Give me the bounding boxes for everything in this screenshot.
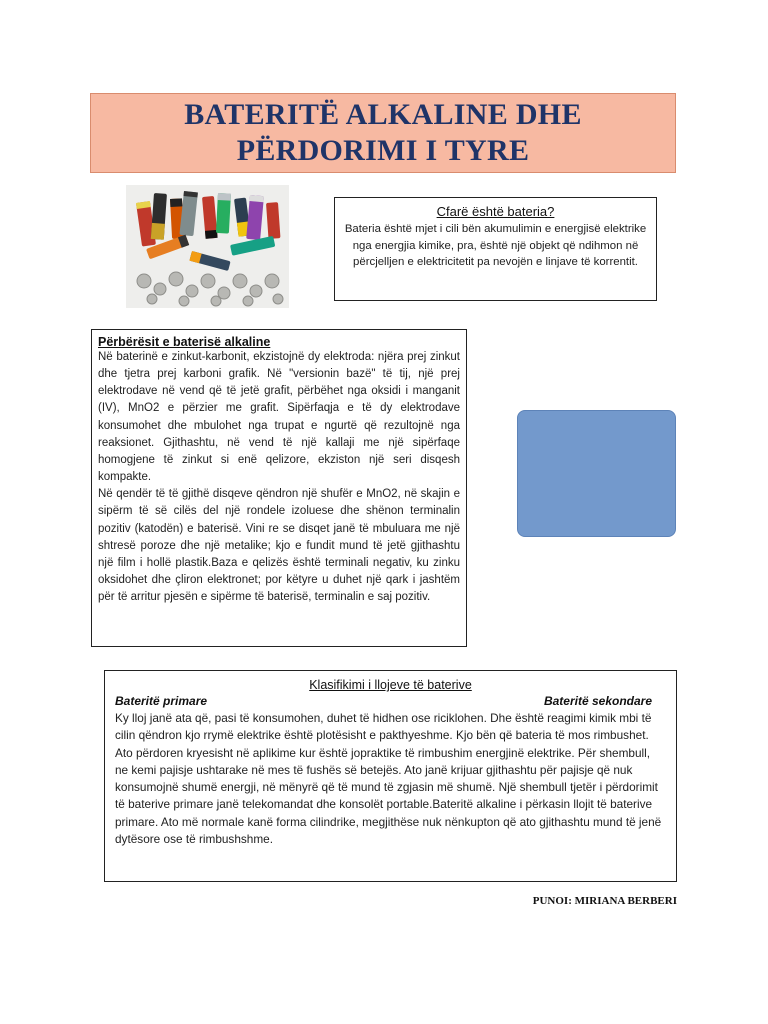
classification-box [104,670,677,882]
author-credit: PUNOI: MIRIANA BERBERI [532,895,677,907]
title-banner [90,93,676,173]
classification-columns [115,694,666,708]
batteries-illustration [126,185,289,308]
what-is-battery-heading: Cfarë është bateria? [436,204,555,219]
what-is-battery-text: Bateria është mjet i cili bën akumulimin e energjisë elektrike nga energjia kimike, pra, është një objekt që ndihmon në përcjelljen e elektricitetit pa nevojën e linjave të korrentit. [344,223,647,268]
components-box [91,329,467,647]
what-is-battery-box [334,197,657,301]
components-paragraph-2: Në qendër të të gjithë disqeve qëndron një shufër e MnO2, në skajin e sipërm të së cilës del një rondele izoluese dhe shënon terminalin pozitiv (katodën) e baterisë. Vini re se disqet janë të mbuluara me një shtresë poroze dhe një metalike; kjo e fundit mund të jetë gjithashtu një film i hollë plastik.Baza e qelizës është terminali negativ, ku zinku oksidohet dhe çliron elektronet; por këtyre u duhet një qark i jashtëm për të arritur pjesën e sipërme të baterisë, terminalin e saj pozitiv. [98,488,460,604]
components-heading: Përbërësit e baterisë alkaline [98,335,271,349]
secondary-batteries-label: Bateritë sekondare [543,694,652,708]
blue-rounded-rectangle [517,410,676,537]
classification-heading: Klasifikimi i llojeve të baterive [309,678,472,692]
title-line-2: PËRDORIMI I TYRE [236,134,530,167]
batteries-photo [126,185,289,308]
components-paragraph-1: Në baterinë e zinkut-karbonit, ekzistojnë dy elektroda: njëra prej zinkut dhe tjetra prej karboni grafik. Në "versionin bazë" të tij, një prej elektrodave në vend që të jetë grafit, përbëhet nga oksidi i manganit (IV), MnO2 e përzier me grafit. Sipërfaqja e të dy elektrodave konsumohet dhe mbulohet nga trupat e ngurtë që rezultojnë nga reaksionet. Gjithashtu, në vend të një kallaji me një sipërfaqe homogjene të zinkut si enë qelizore, ekziston një seri disqesh kompakte. [98,351,460,484]
primary-batteries-label: Bateritë primare [115,694,208,708]
classification-text: Ky lloj janë ata që, pasi të konsumohen, duhet të hidhen ose riciklohen. Dhe është reagimi kimik mbi të cilin qëndron kjo rrymë elektrike është plotësisht e pakthyeshme. Kjo bën që bateria të mos rimbushet. Ato përdoren kryesisht në aplikime kur është jopraktike të rimbushim energjinë elektrike. Për shembull, ne kemi pajisje ushtarake në mes të fushës së betejës. Ato janë krijuar gjithashtu për pajisje që nuk konsumojnë shumë energji, në mënyrë që të mund të zgjasin më shumë. Një shembull tjetër i përdorimit të baterive primare janë telekomandat dhe konsolët portable.Bateritë alkaline i përkasin llojit të baterive primare. Ato më normale kanë forma cilindrike, megjithëse nuk nënkupton që ato gjithashtu mund të jenë dytësore ose të rimbushshme. [115,711,662,847]
title-line-1: BATERITË ALKALINE DHE [184,98,582,131]
